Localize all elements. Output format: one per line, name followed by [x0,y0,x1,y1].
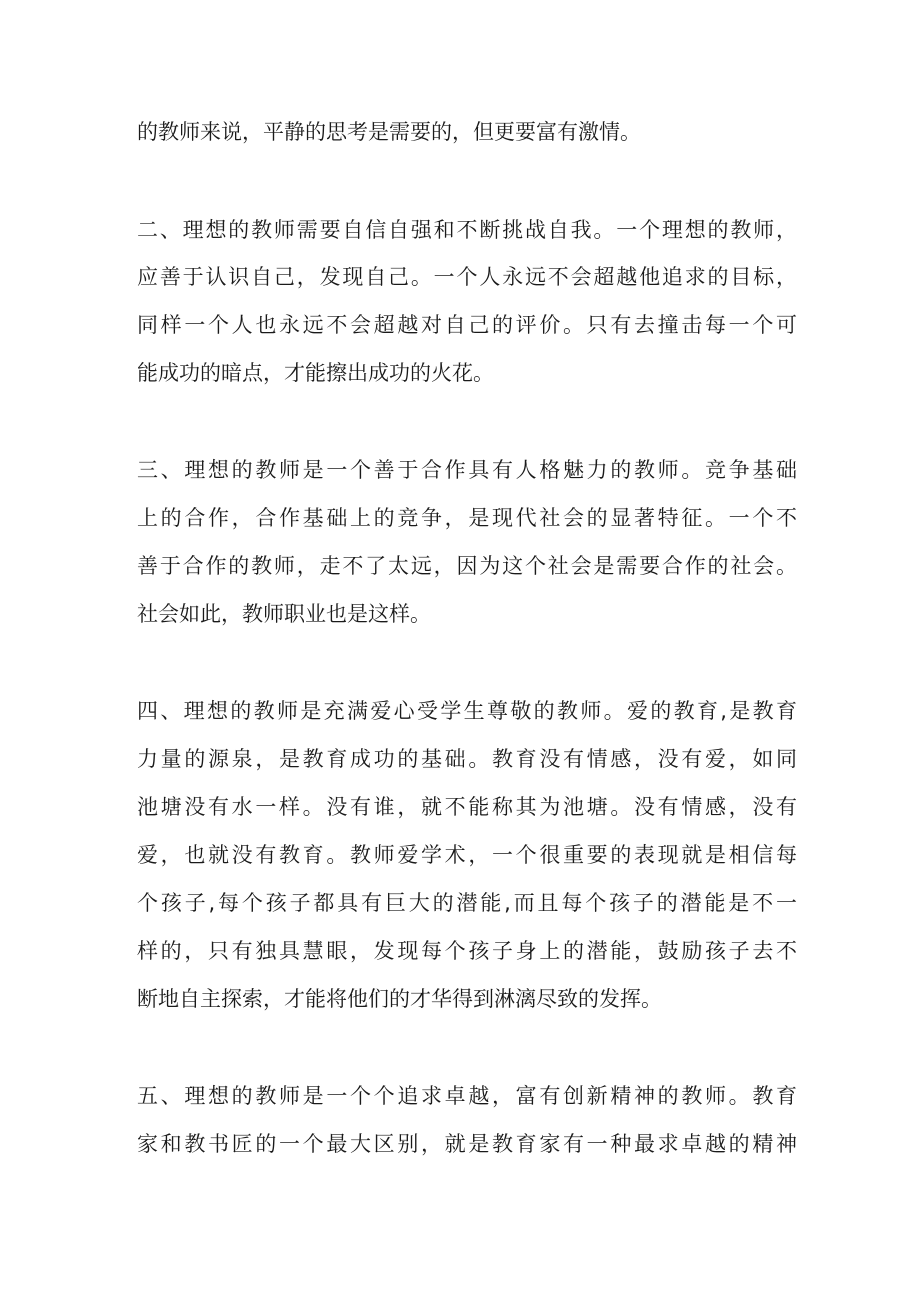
text-line: 社会如此，教师职业也是这样。 [137,602,431,626]
text-line: 三、理想的教师是一个善于合作具有人格魅力的教师。竞争基础 [137,458,797,482]
text-line: 池塘没有水一样。没有谁，就不能称其为池塘。没有情感，没有 [137,795,797,819]
text-line: 样的，只有独具慧眼，发现每个孩子身上的潜能，鼓励孩子去不 [137,939,797,963]
text-line: 家和教书匠的一个最大区别，就是教育家有一种最求卓越的精神 [137,1132,797,1156]
text-line: 二、理想的教师需要自信自强和不断挑战自我。一个理想的教师， [137,218,797,242]
text-line: 上的合作，合作基础上的竞争，是现代社会的显著特征。一个不 [137,506,797,530]
text-line: 五、理想的教师是一个个追求卓越，富有创新精神的教师。教育 [137,1084,797,1108]
text-line: 力量的源泉，是教育成功的基础。教育没有情感，没有爱，如同 [137,747,797,771]
text-line: 爱，也就没有教育。教师爱学术，一个很重要的表现就是相信每 [137,843,797,867]
text-line: 应善于认识自己，发现自己。一个人永远不会超越他追求的目标， [137,265,797,289]
text-line: 同样一个人也永远不会超越对自己的评价。只有去撞击每一个可 [137,313,797,337]
text-line: 个孩子,每个孩子都具有巨大的潜能,而且每个孩子的潜能是不一 [137,891,797,915]
text-line: 能成功的暗点，才能擦出成功的火花。 [137,361,494,385]
text-line: 的教师来说，平静的思考是需要的，但更要富有激情。 [137,120,641,144]
text-line: 断地自主探索，才能将他们的才华得到淋漓尽致的发挥。 [137,987,662,1011]
text-line: 四、理想的教师是充满爱心受学生尊敬的教师。爱的教育,是教育 [137,699,797,723]
text-line: 善于合作的教师，走不了太远，因为这个社会是需要合作的社会。 [137,554,797,578]
